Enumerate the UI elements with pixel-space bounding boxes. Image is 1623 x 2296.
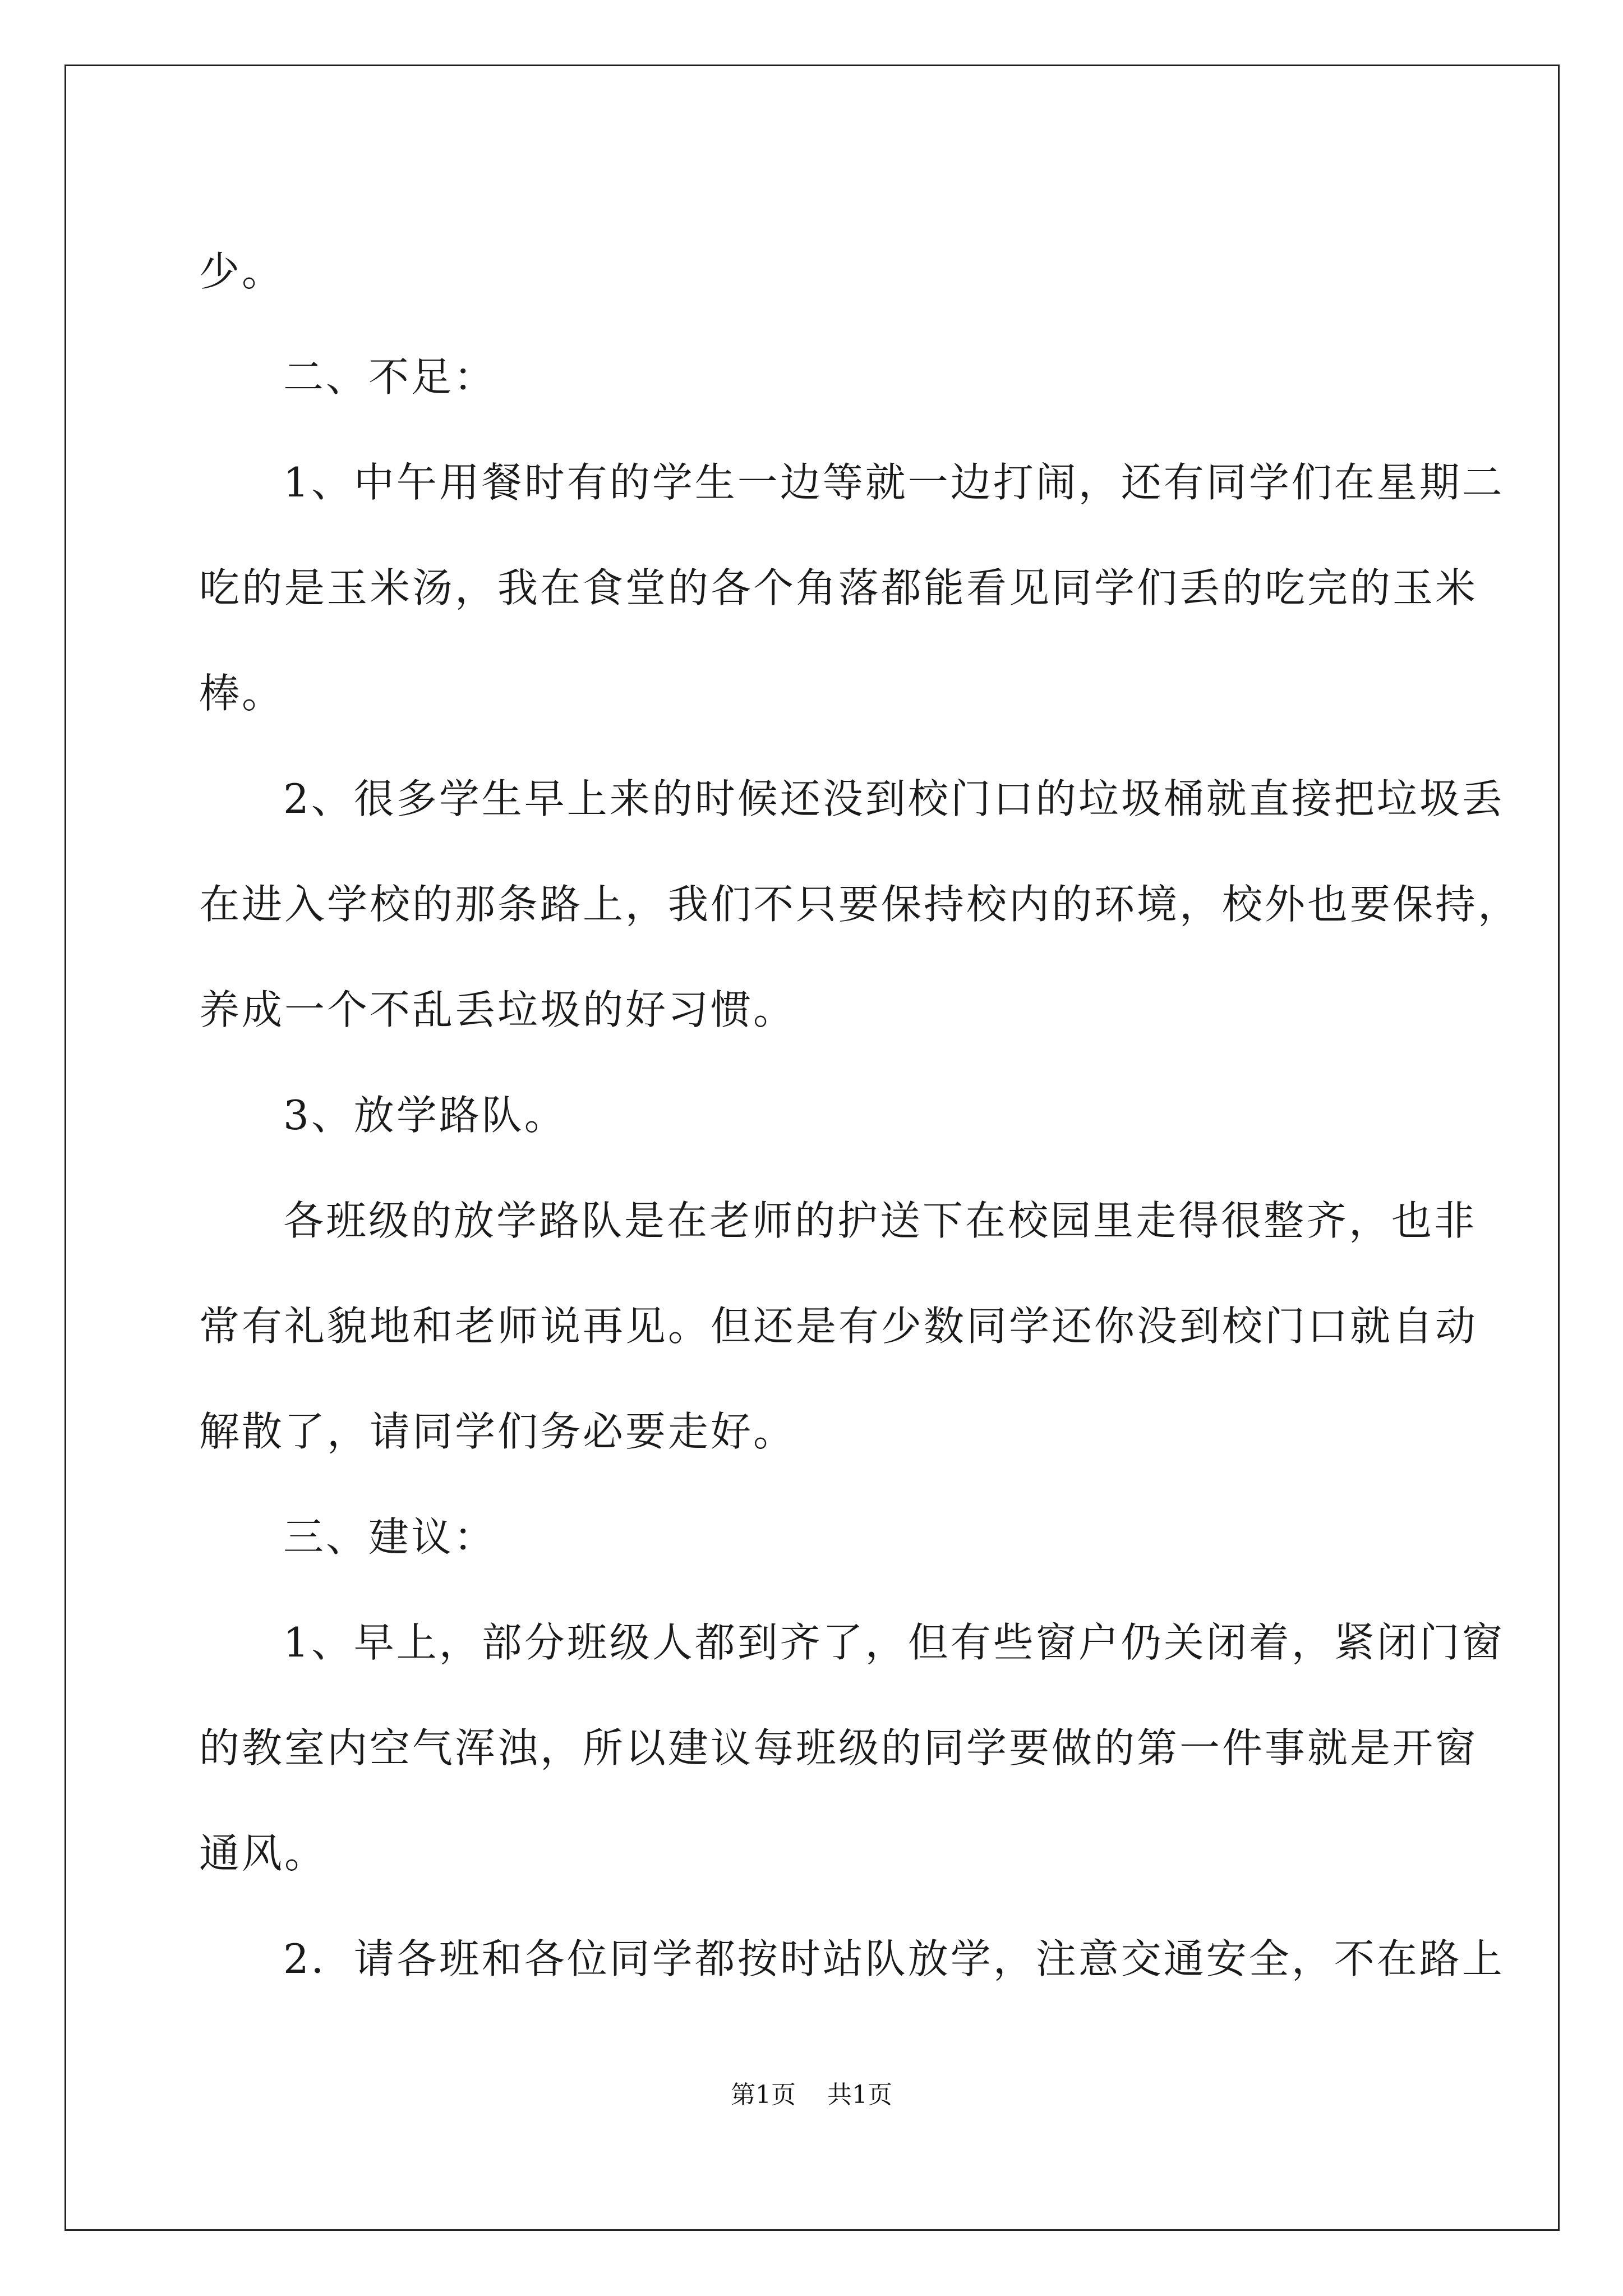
text-line: 3、放学路队。 bbox=[283, 1092, 567, 1139]
text-line: 棒。 bbox=[199, 670, 285, 717]
page-number: 第1页 bbox=[731, 2081, 796, 2109]
text-line: 通风。 bbox=[199, 1830, 328, 1877]
text-line: 1、早上，部分班级人都到齐了，但有些窗户仍关闭着，紧闭门窗 bbox=[283, 1619, 1505, 1666]
text-line: 2、很多学生早上来的时候还没到校门口的垃圾桶就直接把垃圾丢 bbox=[283, 775, 1505, 822]
text-line: 的教室内空气浑浊，所以建议每班级的同学要做的第一件事就是开窗 bbox=[199, 1724, 1478, 1772]
section-heading-suggestions: 三、建议： bbox=[283, 1513, 497, 1561]
text-line: 解散了，请同学们务必要走好。 bbox=[199, 1408, 796, 1455]
text-line: 在进入学校的那条路上，我们不只要保持校内的环境，校外也要保持， bbox=[199, 881, 1521, 928]
text-line: 少。 bbox=[199, 248, 285, 295]
document-body bbox=[199, 219, 1521, 2012]
text-line: 吃的是玉米汤，我在食堂的各个角落都能看见同学们丢的吃完的玉米 bbox=[199, 564, 1478, 611]
page-footer bbox=[0, 2078, 1623, 2112]
section-heading-shortcomings: 二、不足： bbox=[283, 353, 497, 401]
text-line: 各班级的放学路队是在老师的护送下在校园里走得很整齐，也非 bbox=[283, 1197, 1477, 1244]
text-line: 养成一个不乱丢垃圾的好习惯。 bbox=[199, 986, 796, 1033]
page-total: 共1页 bbox=[827, 2081, 892, 2109]
text-line: 常有礼貌地和老师说再见。但还是有少数同学还你没到校门口就自动 bbox=[199, 1303, 1478, 1350]
text-line: 1、中午用餐时有的学生一边等就一边打闹，还有同学们在星期二 bbox=[283, 459, 1505, 506]
text-line: 2．请各班和各位同学都按时站队放学，注意交通安全，不在路上 bbox=[283, 1935, 1505, 1982]
